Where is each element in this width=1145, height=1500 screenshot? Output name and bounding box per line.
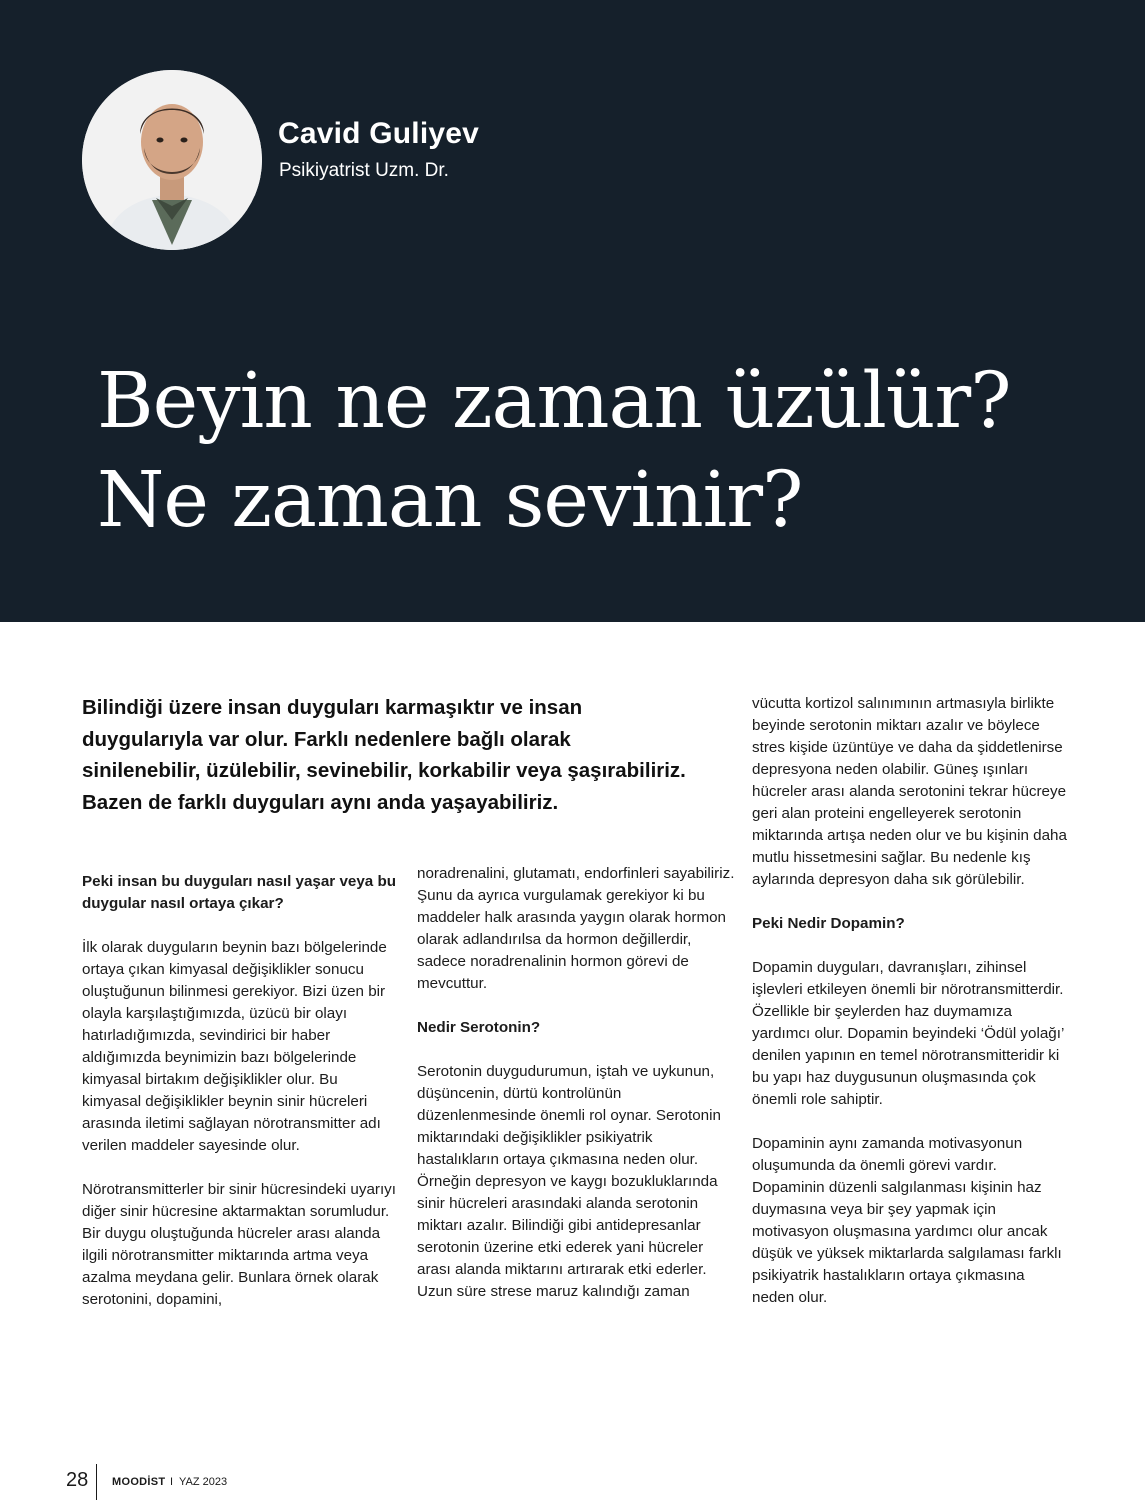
hero-banner	[0, 0, 1145, 622]
column-2-heading: Nedir Serotonin?	[417, 1019, 541, 1036]
column-2-paragraph: Serotonin duygudurumun, iştah ve uykunun, düşüncenin, dürtü kontrolünün düzenlenmesinde önemli rol oynar. Serotonin miktarındaki değişiklikler psikiyatrik hastalıkların ortaya çıkmasına neden olur. Örneğin depresyon ve kaygı bozukluklarında sinir hücreleri arasındaki alanda serotonin miktarı azalır. Bilindiği gibi antidepresanlar serotonin üzerine etki ederek yani hücreler arası alanda miktarını artırarak etki ederler.	[417, 1063, 721, 1278]
column-1-heading: Peki insan bu duyguları nasıl yaşar veya bu duygular nasıl ortaya çıkar?	[82, 873, 396, 912]
page-number: 28	[66, 1469, 89, 1491]
lead-paragraph: Bilindiği üzere insan duyguları karmaşıktır ve insan duygularıyla var olur. Farklı nedenlere bağlı olarak sinilenebilir, üzülebilir, sevinebilir, korkabilir veya şaşırabiliriz. Bazen de farklı duyguları aynı anda yaşayabiliriz.	[82, 696, 686, 814]
column-3-paragraph: vücutta kortizol salınımının artmasıyla birlikte beyinde serotonin miktarı azalır ve böylece stres kişide üzüntüye ve daha da şiddetlenirse depresyona neden olabilir. Güneş ışınları hücreler arası alanda serotonini tekrar hücreye geri alan proteini engelleyerek serotonin miktarında artışa neden olur ve bu kişinin daha mutlu hissetmesini sağlar. Bu nedenle kış aylarında depresyon daha sık görülebilir.	[752, 695, 1067, 888]
footer-separator: I	[170, 1476, 174, 1488]
issue-label: YAZ 2023	[179, 1476, 228, 1488]
author-title: Psikiyatrist Uzm. Dr.	[279, 160, 449, 181]
column-2-paragraph: noradrenalini, glutamatı, endorfinleri sayabiliriz. Şunu da ayrıca vurgulamak gerekiyor ki bu maddeler halk arasında yaygın olarak hormon olarak adlandırılsa da hormon değillerdir, sadece noradrenalinin hormon görevi de mevcuttur.	[417, 865, 735, 992]
author-name: Cavid Guliyev	[278, 117, 480, 150]
headline-line-2: Ne zaman sevinir?	[97, 456, 803, 545]
column-3	[752, 693, 1067, 1309]
headline	[97, 352, 1137, 550]
column-2	[417, 863, 737, 1303]
headline-line-1: Beyin ne zaman üzülür?	[97, 357, 1011, 446]
column-1-paragraph: İlk olarak duyguların beynin bazı bölgelerinde ortaya çıkan kimyasal değişiklikler sonucu oluştuğunun bilinmesi gerekiyor. Bizi üzen bir olayla karşılaştığımızda, üzücü bir olayı hatırladığımızda, sevindirici bir haber aldığımızda beynimizin bazı bölgelerinde kimyasal birtakım değişiklikler olur. Bu kimyasal değişiklikler beynin sinir hücreleri arasında iletimi sağlayan nörotransmitter adı verilen maddeler sayesinde olur.	[82, 939, 387, 1154]
column-1-paragraph: Nörotransmitterler bir sinir hücresindeki uyarıyı diğer sinir hücresine aktarmaktan sorumludur. Bir duygu oluştuğunda hücreler arası alanda ilgili nörotransmitter miktarında artma veya azalma meydana gelir. Bunlara örnek olarak serotonini, dopamini,	[82, 1181, 396, 1308]
author-photo	[82, 70, 262, 250]
column-3-heading: Peki Nedir Dopamin?	[752, 915, 905, 932]
column-1	[82, 871, 397, 1311]
footer-divider	[96, 1464, 97, 1500]
column-3-paragraph: Dopaminin aynı zamanda motivasyonun oluşumunda da önemli görevi vardır. Dopaminin düzenli salgılanması kişinin haz duymasına veya bir şey yapmak için motivasyon oluşmasına yardımcı olur ancak düşük ve yüksek miktarlarda salgılaması farklı psikiyatrik hastalıkların ortaya çıkmasına neden olur.	[752, 1135, 1062, 1306]
column-3-paragraph: Dopamin duyguları, davranışları, zihinsel işlevleri etkileyen önemli bir nörotransmitterdir. Özellikle bir şeylerden haz duymamıza yardımcı olur. Dopamin beyindeki ‘Ödül yolağı’ denilen yapının en temel nörotransmitteridir ki bu yapı haz duygusunun oluşmasında çok önemli role sahiptir.	[752, 959, 1064, 1108]
column-2-paragraph: Uzun süre strese maruz kalındığı zaman	[417, 1283, 690, 1300]
magazine-brand: MOODİST	[112, 1476, 166, 1488]
author-portrait-icon	[82, 70, 262, 250]
